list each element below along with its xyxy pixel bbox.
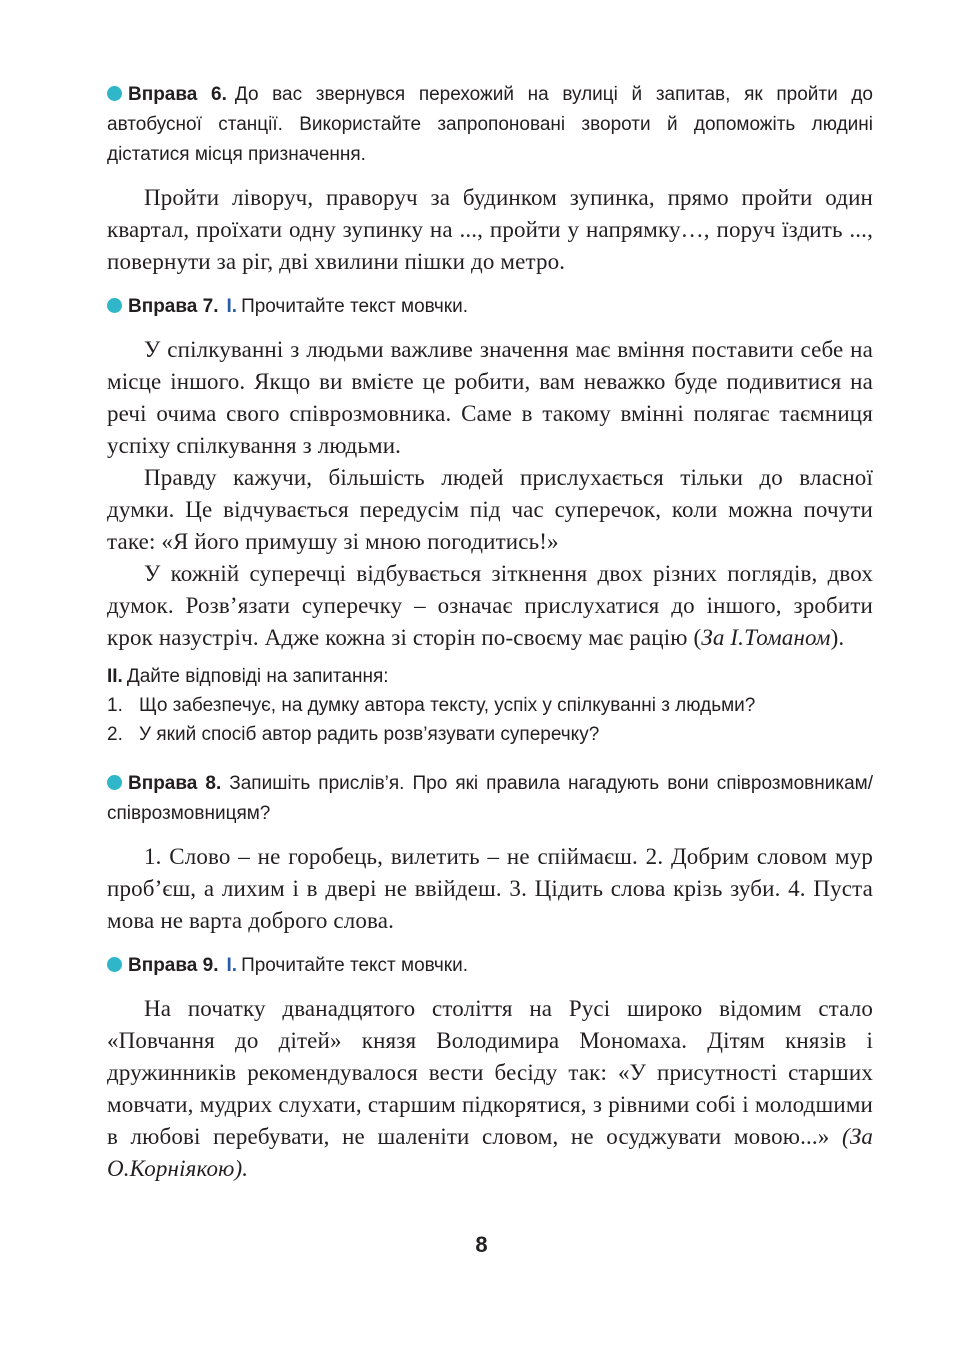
exercise-7-instruction	[107, 292, 873, 322]
exercise-label: Вправа 6.	[128, 84, 227, 105]
instruction-text: Запишіть прислів’я. Про які правила нагадують вони співрозмовникам/співрозмовницям?	[107, 773, 873, 824]
instruction-text: Прочитайте текст мовчки.	[241, 296, 468, 317]
part-roman-numeral: II.	[107, 666, 123, 687]
exercise-7-part-2-heading	[107, 662, 873, 691]
exercise-label: Вправа 7.	[128, 296, 219, 317]
question-number: 2.	[107, 724, 123, 745]
part-roman-numeral: I.	[226, 296, 238, 317]
exercise-6-instruction	[107, 80, 873, 170]
bullet-icon	[107, 957, 122, 972]
paragraph-text: У кожній суперечці відбувається зіткнення двох різних поглядів, двох думок. Розв’язати суперечку – означає прислухатися до іншого, зробити крок назустріч. Адже кожна зі сторін по-своєму має рацію (	[107, 561, 873, 650]
exercise-8-text: 1. Слово – не горобець, вилетить – не спіймаєш. 2. Добрим словом мур проб’єш, а лихим і в двері не ввійдеш. 3. Цідить слова крізь зуби. 4. Пуста мова не варта доброго слова.	[107, 844, 873, 933]
exercise-7-paragraph-2: Правду кажучи, більшість людей прислухається тільки до власної думки. Це відчувається передусім під час суперечок, коли можна почути таке: «Я його примушу зі мною погодитись!»	[107, 465, 873, 554]
exercise-8-instruction	[107, 769, 873, 829]
exercise-9-instruction	[107, 951, 873, 981]
exercise-7-paragraph-3	[107, 558, 873, 654]
exercise-6-text: Пройти ліворуч, праворуч за будинком зупинка, прямо пройти один квартал, проїхати одну зупинку на ..., пройти у напрямку…, поруч їздить ..., повернути за ріг, дві хвилини пішки до метро.	[107, 185, 873, 274]
exercise-7-paragraph-1: У спілкуванні з людьми важливе значення має вміння поставити себе на місце іншого. Якщо ви вмієте це робити, вам неважко буде подивитися на речі очима свого співрозмовника. Саме в такому вмінні полягає таємниця успіху спілкування з людьми.	[107, 337, 873, 458]
bullet-icon	[107, 775, 122, 790]
question-text: Що забезпечує, на думку автора тексту, успіх у спілкуванні з людьми?	[139, 695, 756, 716]
question-text: У який спосіб автор радить розв’язувати суперечку?	[139, 724, 600, 745]
instruction-text: Дайте відповіді на запитання:	[126, 666, 389, 687]
page-content	[107, 80, 873, 1185]
page-number: 8	[475, 1232, 488, 1257]
source-attribution: (За О.Корніякою).	[107, 1124, 874, 1181]
part-roman-numeral: I.	[226, 955, 238, 976]
exercise-9-text	[107, 993, 873, 1185]
question-number: 1.	[107, 695, 123, 716]
instruction-text: До вас звернувся перехожий на вулиці й запитав, як пройти до автобусної станції. Використайте запропоновані звороти й допоможіть людині дістатися місця призначення.	[107, 84, 873, 165]
paragraph-text: На початку дванадцятого століття на Русі широко відомим стало «Повчання до дітей» князя Володимира Мономаха. Дітям князів і дружинників рекомендувалося вести бесіду так: «У присутності старших мовчати, мудрих слухати, старшим підкорятися, з рівними собі і молодшими в любові перебувати, не шаленіти словом, не осуджувати мовою...»	[107, 996, 873, 1149]
bullet-icon	[107, 86, 122, 101]
instruction-text: Прочитайте текст мовчки.	[241, 955, 468, 976]
exercise-label: Вправа 9.	[128, 955, 219, 976]
exercise-label: Вправа 8.	[128, 773, 222, 794]
bullet-icon	[107, 298, 122, 313]
question-item	[107, 720, 873, 749]
question-item	[107, 691, 873, 720]
source-attribution: За І.Томаном	[701, 625, 831, 650]
paragraph-end: ).	[830, 625, 845, 650]
